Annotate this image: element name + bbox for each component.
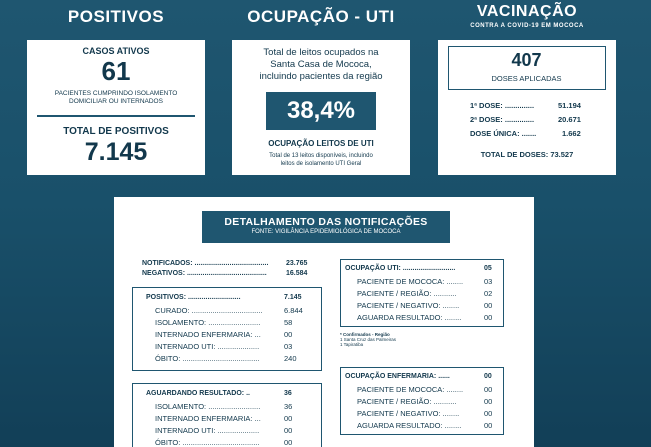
doses-value: 407: [511, 50, 542, 70]
row-label: PACIENTE / NEGATIVO: ........: [357, 409, 460, 418]
uti-leitos-label: OCUPAÇÃO LEITOS DE UTI: [268, 139, 374, 148]
row-value: 00: [484, 313, 493, 322]
casos-ativos-label: CASOS ATIVOS: [82, 46, 150, 56]
row-label: PACIENTE DE MOCOCA: ........: [357, 277, 464, 286]
uti-heading: OCUPAÇÃO - UTI: [247, 7, 395, 26]
ocupacao-enfermaria-title: OCUPAÇÃO ENFERMARIA: ......: [345, 373, 450, 380]
vacinacao-heading: VACINAÇÃO: [476, 3, 578, 20]
row-label: CURADO: ..................................: [155, 306, 263, 315]
row-label: ÓBITO: .....................................: [155, 438, 260, 447]
uti-note-2: leitos de isolamento UTI Geral: [280, 161, 362, 167]
uti-desc-3: incluindo pacientes da região: [259, 71, 383, 82]
row-value: 00: [484, 421, 493, 430]
positivos-detail-box: [132, 287, 322, 371]
aguardando-detail-total: 36: [284, 390, 292, 397]
row-label: PACIENTE / REGIÃO: ...........: [357, 289, 457, 298]
row-value: 00: [484, 385, 493, 394]
ocupacao-enfermaria-box: [340, 367, 504, 435]
total-positivos-label: TOTAL DE POSITIVOS: [63, 126, 169, 137]
casos-ativos-desc-1: PACIENTES CUMPRINDO ISOLAMENTO: [54, 90, 178, 97]
row-value: 36: [284, 402, 293, 411]
dose2-label: 2ª DOSE: ..............: [470, 115, 535, 124]
ocupacao-uti-box: [340, 259, 504, 327]
ocupacao-uti-total: 05: [484, 265, 492, 272]
total-doses: TOTAL DE DOSES: 73.527: [480, 150, 574, 159]
confirmados-title: * Confirmados - Região: [340, 332, 390, 337]
row-label: INTERNADO ENFERMARIA: ...: [155, 330, 261, 339]
notificados-label: NOTIFICADOS: ......................................: [142, 260, 269, 267]
positivos-card: [27, 40, 205, 175]
negativos-value: 16.584: [286, 270, 308, 277]
notificados-value: 23.765: [286, 260, 308, 267]
row-label: ISOLAMENTO: .........................: [155, 318, 261, 327]
ocupacao-uti-title: OCUPAÇÃO UTI: ...........................: [345, 265, 456, 272]
row-value: 00: [484, 397, 493, 406]
row-value: 03: [284, 342, 293, 351]
row-label: AGUARDA RESULTADO: ........: [357, 421, 462, 430]
detalhamento-card: [114, 197, 534, 447]
ocupacao-enfermaria-total: 00: [484, 373, 492, 380]
dose1-value: 51.194: [558, 101, 581, 110]
row-value: 00: [284, 438, 293, 447]
row-label: INTERNADO UTI: ....................: [155, 342, 260, 351]
dose-unica-value: 1.662: [562, 129, 581, 138]
aguardando-detail-box: [132, 383, 322, 447]
row-label: INTERNADO UTI: ....................: [155, 426, 260, 435]
detalhamento-title: DETALHAMENTO DAS NOTIFICAÇÕES: [224, 216, 428, 228]
row-value: 00: [484, 301, 493, 310]
positivos-detail-total: 7.145: [284, 294, 302, 301]
confirmados-line-1: 1 Santa Cruz das Palmeiras: [340, 337, 397, 342]
casos-ativos-desc-2: DOMICILIAR OU INTERNADOS: [69, 98, 163, 105]
row-label: INTERNADO ENFERMARIA: ...: [155, 414, 261, 423]
row-label: ÓBITO: .....................................: [155, 354, 260, 363]
negativos-label: NEGATIVOS: .........................................: [142, 270, 267, 277]
row-value: 58: [284, 318, 293, 327]
detalhamento-source: FONTE: VIGILÂNCIA EPIDEMIOLÓGICA DE MOCOCA: [251, 229, 401, 235]
row-value: 00: [284, 414, 293, 423]
casos-ativos-value: 61: [101, 56, 131, 86]
row-label: ISOLAMENTO: .........................: [155, 402, 261, 411]
row-label: PACIENTE / NEGATIVO: ........: [357, 301, 460, 310]
row-value: 03: [484, 277, 493, 286]
doses-label: DOSES APLICADAS: [491, 74, 562, 83]
row-value: 6.844: [284, 306, 303, 315]
uti-card: [232, 40, 410, 175]
dose-unica-label: DOSE ÚNICA: .......: [470, 129, 537, 138]
row-value: 00: [284, 330, 293, 339]
row-label: PACIENTE / REGIÃO: ...........: [357, 397, 457, 406]
vacinacao-subheading: CONTRA A COVID-19 EM MOCOCA: [470, 23, 584, 29]
positivos-heading: POSITIVOS: [67, 7, 165, 26]
divider: [37, 115, 195, 117]
row-value: 00: [484, 409, 493, 418]
positivos-detail-title: POSITIVOS: ...........................: [146, 294, 241, 301]
row-value: 02: [484, 289, 493, 298]
dose1-label: 1ª DOSE: ..............: [470, 101, 535, 110]
vacinacao-card: [438, 40, 616, 175]
confirmados-line-2: 1 Tapiratiba: [340, 342, 364, 347]
uti-percent-badge: 38,4%: [266, 92, 376, 130]
uti-desc-2: Santa Casa de Mococa,: [270, 59, 372, 70]
row-label: PACIENTE DE MOCOCA: ........: [357, 385, 464, 394]
aguardando-detail-title: AGUARDANDO RESULTADO: ..: [146, 390, 250, 397]
doses-aplicadas-box: [448, 46, 606, 90]
row-value: 00: [284, 426, 293, 435]
uti-note-1: Total de 13 leitos disponíveis, incluindo: [269, 153, 373, 159]
detalhamento-title-badge: [202, 211, 450, 243]
dose2-value: 20.671: [558, 115, 581, 124]
uti-desc-1: Total de leitos ocupados na: [263, 47, 379, 58]
row-value: 240: [284, 354, 297, 363]
total-positivos-value: 7.145: [84, 138, 148, 166]
row-label: AGUARDA RESULTADO: ........: [357, 313, 462, 322]
